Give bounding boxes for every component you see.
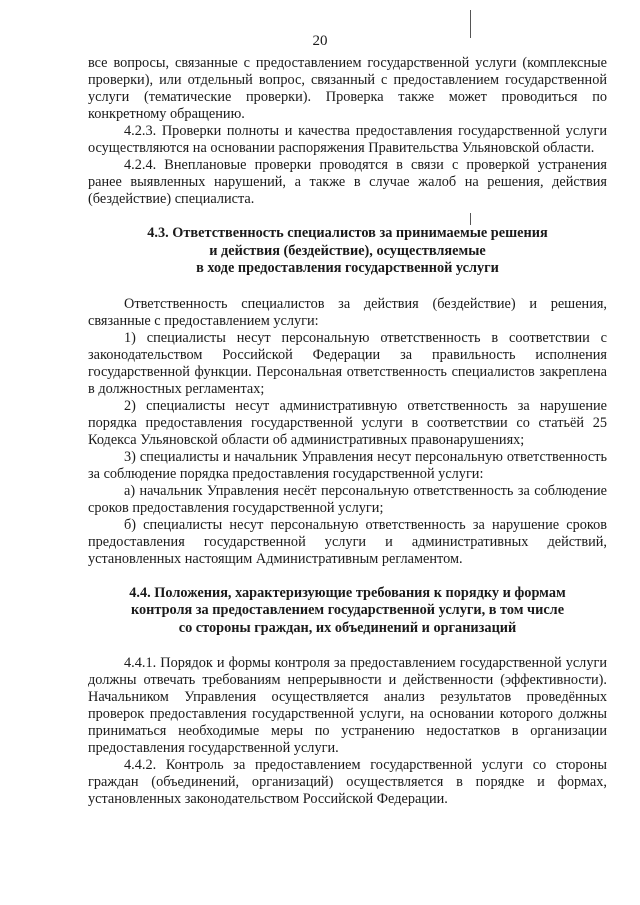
heading-line: и действия (бездействие), осуществляемые — [209, 242, 486, 259]
heading-line: 4.4. Положения, характеризующие требования к порядку и формам — [129, 584, 566, 601]
heading-line: 4.3. Ответственность специалистов за принимаемые решения — [147, 225, 548, 241]
heading-line: со стороны граждан, их объединений и организаций — [178, 619, 517, 636]
paragraph-item-a: а) начальник Управления несёт персональную ответственность за соблюдение сроков предоставления государственной услуги; — [88, 482, 607, 516]
paragraph-item-3: 3) специалисты и начальник Управления несут персональную ответственность за соблюдение порядка предоставления государственной услуги: — [88, 448, 607, 482]
section-4-4-heading — [88, 585, 607, 638]
paragraph-item-b: б) специалисты несут персональную ответственность за нарушение сроков предоставления государственной услуги и административных действий, установленных настоящим Административным регламентом. — [88, 516, 607, 567]
paragraph-4-2-4: 4.2.4. Внеплановые проверки проводятся в связи с проверкой устранения ранее выявленных нарушений, а также в случае жалоб на решения, действия (бездействие) специалиста. — [88, 157, 607, 207]
page-number: 20 — [312, 33, 328, 49]
document-body — [88, 55, 607, 808]
scan-artifact — [470, 10, 471, 38]
paragraph-continuation: все вопросы, связанные с предоставлением государственной услуги (комплексные проверки), или отдельный вопрос, связанный с предоставлением государственной услуги (тематические проверки). Проверка также может проводиться по конкретному обращению. — [88, 55, 607, 122]
heading-line: контроля за предоставлением государственной услуги, в том числе — [130, 602, 565, 618]
paragraph-item-1: 1) специалисты несут персональную ответственность в соответствии с законодательством Российской Федерации за правильность исполнения государственной функции. Персональная ответственность специалистов закреплена в должностных регламентах; — [88, 329, 607, 397]
paragraph-4-4-2: 4.4.2. Контроль за предоставлением государственной услуги со стороны граждан (объединений, организаций) осуществляется в порядке и формах, установленных законодательством Российской Федерации. — [88, 757, 607, 807]
heading-line: в ходе предоставления государственной услуги — [196, 260, 499, 276]
paragraph-4-4-1: 4.4.1. Порядок и формы контроля за предоставлением государственной услуги должны отвечать требованиям непрерывности и действенности (эффективности). Начальником Управления осуществляется анализ результатов проведённых проверок предоставления государственной услуги, на основании которого должны приниматься необходимые меры по устранению недостатков в организации предоставления государственной услуги. — [88, 655, 607, 756]
paragraph-4-2-3: 4.2.3. Проверки полноты и качества предоставления государственной услуги осуществляются на основании распоряжения Правительства Ульяновской области. — [88, 123, 607, 156]
paragraph-item-2: 2) специалисты несут административную ответственность за нарушение порядка предоставления государственной услуги в соответствии со статьёй 25 Кодекса Ульяновской области об административных правонарушениях; — [88, 397, 607, 448]
paragraph-responsibility-intro: Ответственность специалистов за действия (бездействие) и решения, связанные с предоставлением услуги: — [88, 295, 607, 329]
section-4-3-heading — [88, 225, 607, 278]
